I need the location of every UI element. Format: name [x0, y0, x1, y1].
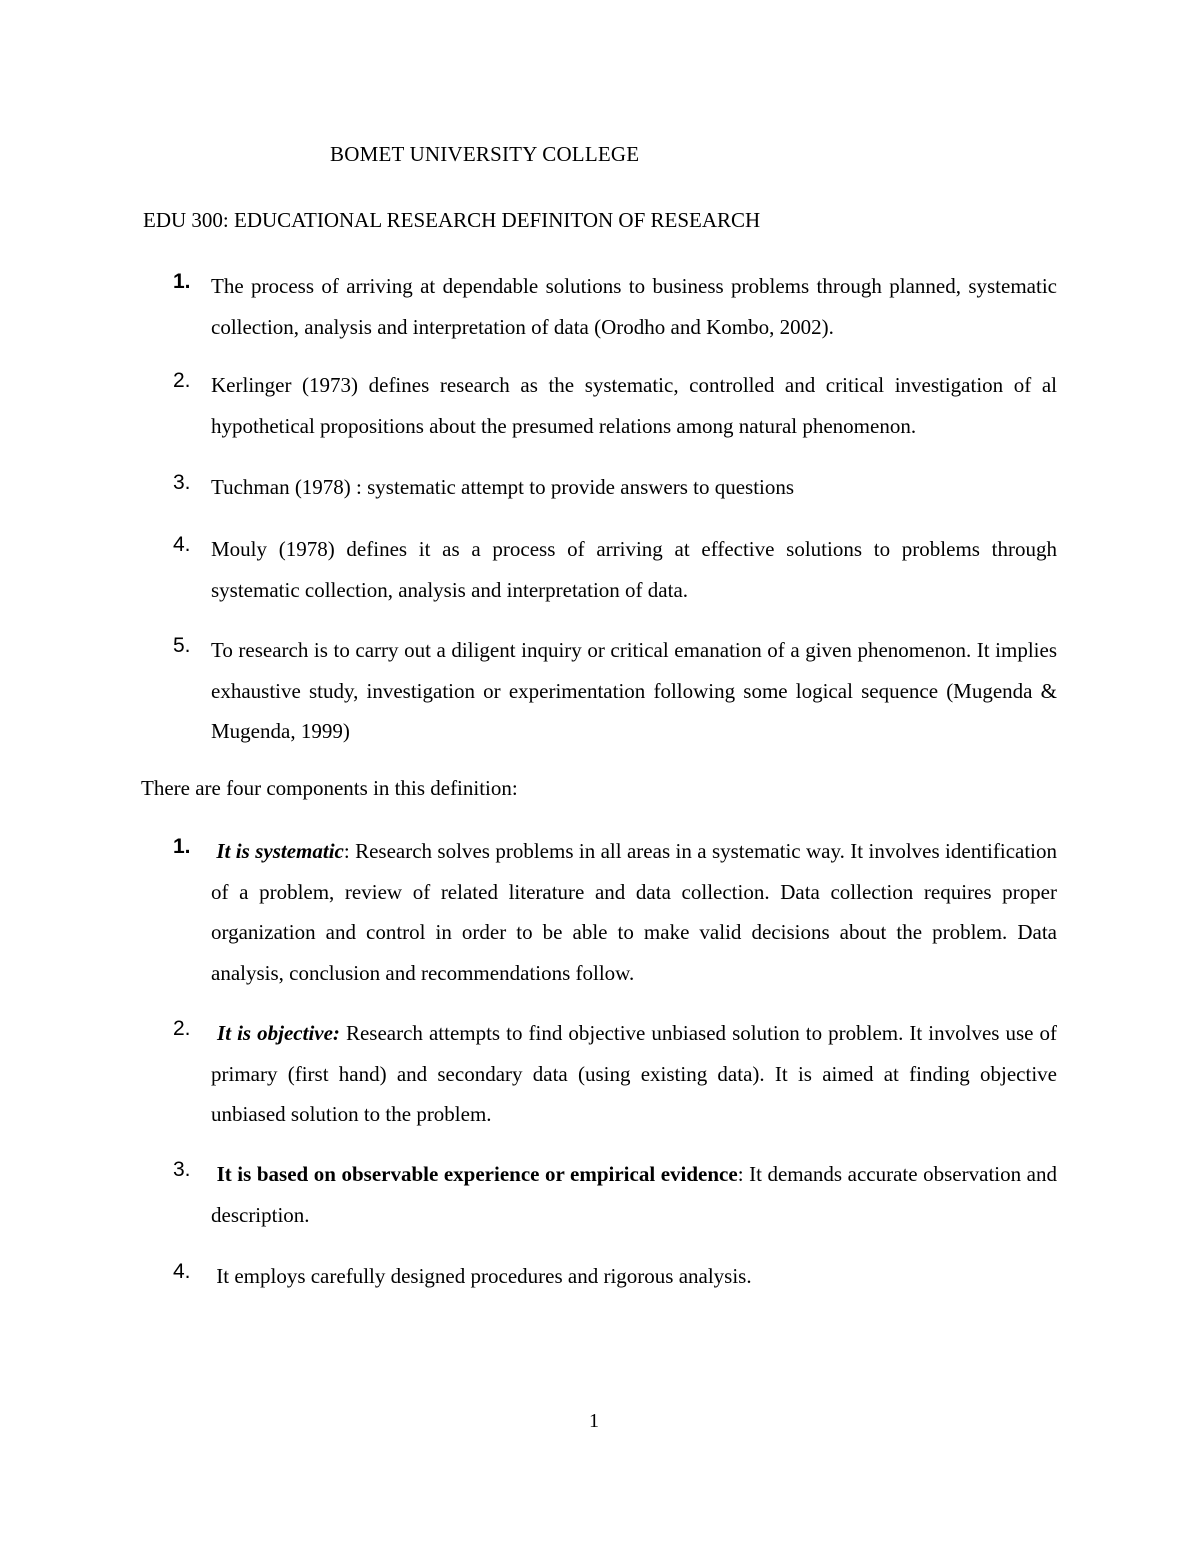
component-lead: It is systematic: [216, 839, 344, 863]
component-text: [211, 831, 1057, 993]
list-number: 2.: [173, 1017, 191, 1040]
list-number: 4.: [173, 1260, 191, 1283]
list-number: 3.: [173, 471, 191, 494]
institution-title: BOMET UNIVERSITY COLLEGE: [330, 142, 640, 166]
definition-text: To research is to carry out a diligent inquiry or critical emanation of a given phenomenon. It implies exhaustive study, investigation or experimentation following some logical sequence (Mugenda & Mugenda, 1999): [211, 638, 1057, 743]
definition-text: Kerlinger (1973) defines research as the systematic, controlled and critical investigation of al hypothetical propositions about the presumed relations among natural phenomenon.: [211, 373, 1057, 438]
list-number: 3.: [173, 1158, 191, 1181]
list-number: 1.: [173, 835, 191, 858]
definition-text: Mouly (1978) defines it as a process of arriving at effective solutions to problems through systematic collection, analysis and interpretation of data.: [211, 537, 1057, 602]
definition-text: The process of arriving at dependable solutions to business problems through planned, systematic collection, analysis and interpretation of data (Orodho and Kombo, 2002).: [211, 274, 1057, 339]
component-body: : It demands accurate observation and description.: [211, 1162, 1057, 1227]
component-body: It employs carefully designed procedures and rigorous analysis.: [216, 1264, 752, 1288]
component-lead: It is based on observable experience or empirical evidence: [216, 1162, 738, 1186]
list-number: 1.: [173, 270, 191, 293]
page-number: 1: [589, 1410, 599, 1432]
definition-text: Tuchman (1978) : systematic attempt to provide answers to questions: [211, 475, 795, 499]
list-number: 2.: [173, 369, 191, 392]
list-number: 5.: [173, 634, 191, 657]
component-text: [211, 1013, 1057, 1135]
component-text: [211, 1154, 1057, 1235]
course-heading: EDU 300: EDUCATIONAL RESEARCH DEFINITON OF RESEARCH: [143, 208, 761, 232]
components-intro: There are four components in this definition:: [141, 776, 518, 800]
list-number: 4.: [173, 533, 191, 556]
component-body: Research attempts to find objective unbiased solution to problem. It involves use of primary (first hand) and secondary data (using existing data). It is aimed at finding objective unbiased solution to the problem.: [211, 1021, 1058, 1126]
component-body: : Research solves problems in all areas in a systematic way. It involves identification of a problem, review of related literature and data collection. Data collection requires proper organization and control in order to be able to make valid decisions about the problem. Data analysis, conclusion and recommendations follow.: [211, 839, 1057, 985]
component-text: [211, 1256, 1057, 1297]
component-lead: It is objective:: [217, 1021, 340, 1045]
